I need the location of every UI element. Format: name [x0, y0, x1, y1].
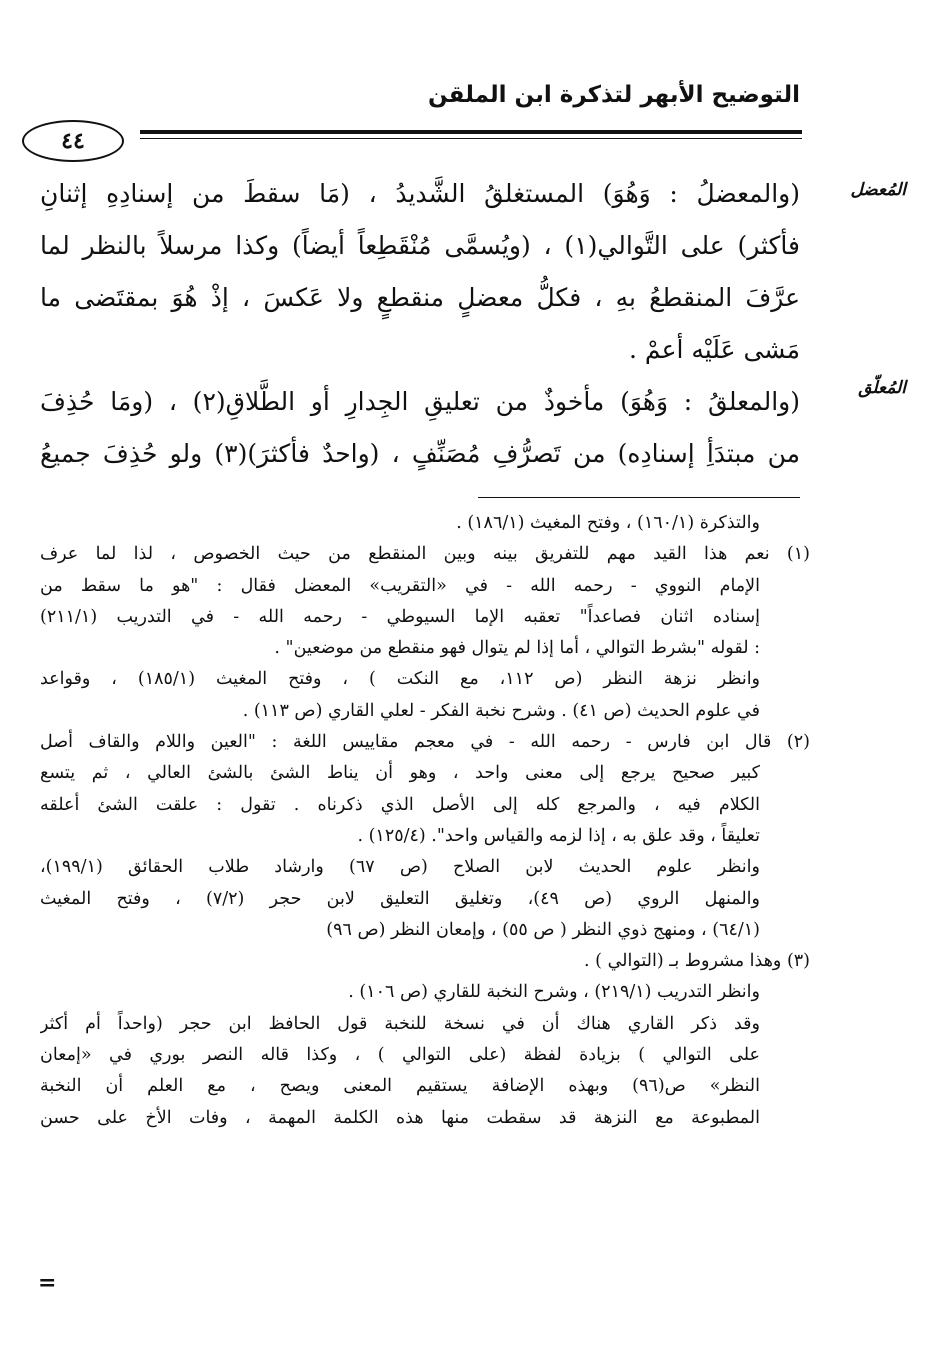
footnote-line: وانظر نزهة النظر (ص ١١٢، مع النكت ) ، وفتح المغيث (١٨٥/١) ، وقواعد — [40, 669, 761, 690]
footnote-line: كبير صحيح يرجع إلى معنى واحد ، وهو أن يناط الشئ بالشئ العالي ، ثم يتسع — [40, 763, 760, 784]
margin-note-mudal: المُعضل — [850, 180, 906, 200]
header-rule-thin — [140, 138, 802, 139]
footnote-line: (١) نعم هذا القيد مهم للتفريق بينه وبين المنقطع من حيث الخصوص ، لذا لما عرف — [40, 544, 810, 565]
footnote-line: تعليقاً ، وقد علق به ، إذا لزمه والقياس واحد". (١٢٥/٤) . — [357, 825, 760, 846]
footnote-line: إسناده اثنان فصاعداً" تعقبه الإما السيوطي - رحمه الله - في التدريب (٢١١/١) — [40, 606, 760, 627]
running-header-title: التوضيح الأبهر لتذكرة ابن الملقن — [427, 82, 800, 108]
margin-note-muallaq: المُعلّق — [858, 378, 906, 398]
footnote-line: وانظر التدريب (٢١٩/١) ، وشرح النخبة للقاري (ص ١٠٦) . — [348, 982, 760, 1003]
header-rule-thick — [140, 130, 802, 134]
footnote-line: النظر» ص(٩٦) وبهذه الإضافة يستقيم المعنى ويصح ، مع العلم أن النخبة — [40, 1076, 761, 1097]
main-line: مَشى عَلَيْه أعمْ . — [629, 335, 800, 364]
footnote-separator — [478, 497, 800, 498]
main-line: عرَّفَ المنقطعُ بهِ ، فكلُّ معضلٍ منقطعٍ ولا عَكسَ ، إذْ هُوَ بمقتَضى ما — [40, 283, 800, 312]
footnote-line: الكلام فيه ، والمرجع كله إلى الأصل الذي ذكرناه . تقول : علقت الشئ أعلقه — [40, 794, 760, 815]
page-number-oval: ٤٤ — [22, 120, 124, 162]
footnote-line: في علوم الحديث (ص ٤١) . وشرح نخبة الفكر - لعلي القاري (ص ١١٣) . — [242, 700, 760, 721]
footnote-line: (٢) قال ابن فارس - رحمه الله - في معجم مقاييس اللغة : "العين واللام والقاف أصل — [40, 732, 810, 753]
main-line: (والمعلقُ : وَهُوَ) مأخوذٌ من تعليقِ الجِدارِ أو الطَّلاقِ(٢) ، (ومَا حُذِفَ — [40, 387, 800, 416]
footnote-line: والمنهل الروي (ص ٤٩)، وتغليق التعليق لابن حجر (٧/٢) ، وفتح المغيث — [40, 888, 760, 909]
footnote-line: (٣) وهذا مشروط بـ (التوالي ) . — [584, 951, 810, 972]
footnote-line: : لقوله "بشرط التوالي ، أما إذا لم يتوال فهو منقطع من موضعين" . — [274, 638, 760, 659]
footnote-line: الإمام النووي - رحمه الله - في «التقريب» المعضل فقال : "هو ما سقط من — [40, 575, 760, 596]
continuation-mark: = — [38, 1270, 57, 1296]
footnote-line: المطبوعة مع النزهة قد سقطت منها هذه الكلمة المهمة ، وفات الأخ على حسن — [40, 1107, 760, 1128]
footnote-line: وقد ذكر القاري هناك أن في نسخة للنخبة قول الحافظ ابن حجر (واحداً أم أكثر — [40, 1013, 760, 1034]
main-line: فأكثر) على التَّوالي(١) ، (ويُسمَّى مُنْقَطِعاً أيضاً) وكذا مرسلاً بالنظر لما — [40, 231, 800, 260]
main-line: (والمعضلُ : وَهُوَ) المستغلقُ الشَّديدُ ، (مَا سقطَ من إسنادِهِ إثنانِ — [40, 179, 800, 208]
footnote-line: على التوالي ) بزيادة لفظة (على التوالي ) ، وكذا قاله النصر بوري في «إمعان — [40, 1045, 760, 1066]
footnote-line: والتذكرة (١٦٠/١) ، وفتح المغيث (١٨٦/١) . — [456, 513, 760, 533]
footnote-line: وانظر علوم الحديث لابن الصلاح (ص ٦٧) وارشاد طلاب الحقائق (١٩٩/١)، — [40, 857, 760, 878]
footnotes-block — [40, 508, 810, 1134]
main-line: من مبتدَأِ إسنادِه) من تَصرُّفِ مُصَنِّفٍ ، (واحدٌ فأكثرَ)(٣) ولو حُذِفَ جميعُ — [40, 439, 800, 468]
main-body-text — [40, 168, 800, 480]
footnote-line: (٦٤/١) ، ومنهج ذوي النظر ( ص ٥٥) ، وإمعان النظر (ص ٩٦) — [326, 919, 760, 940]
